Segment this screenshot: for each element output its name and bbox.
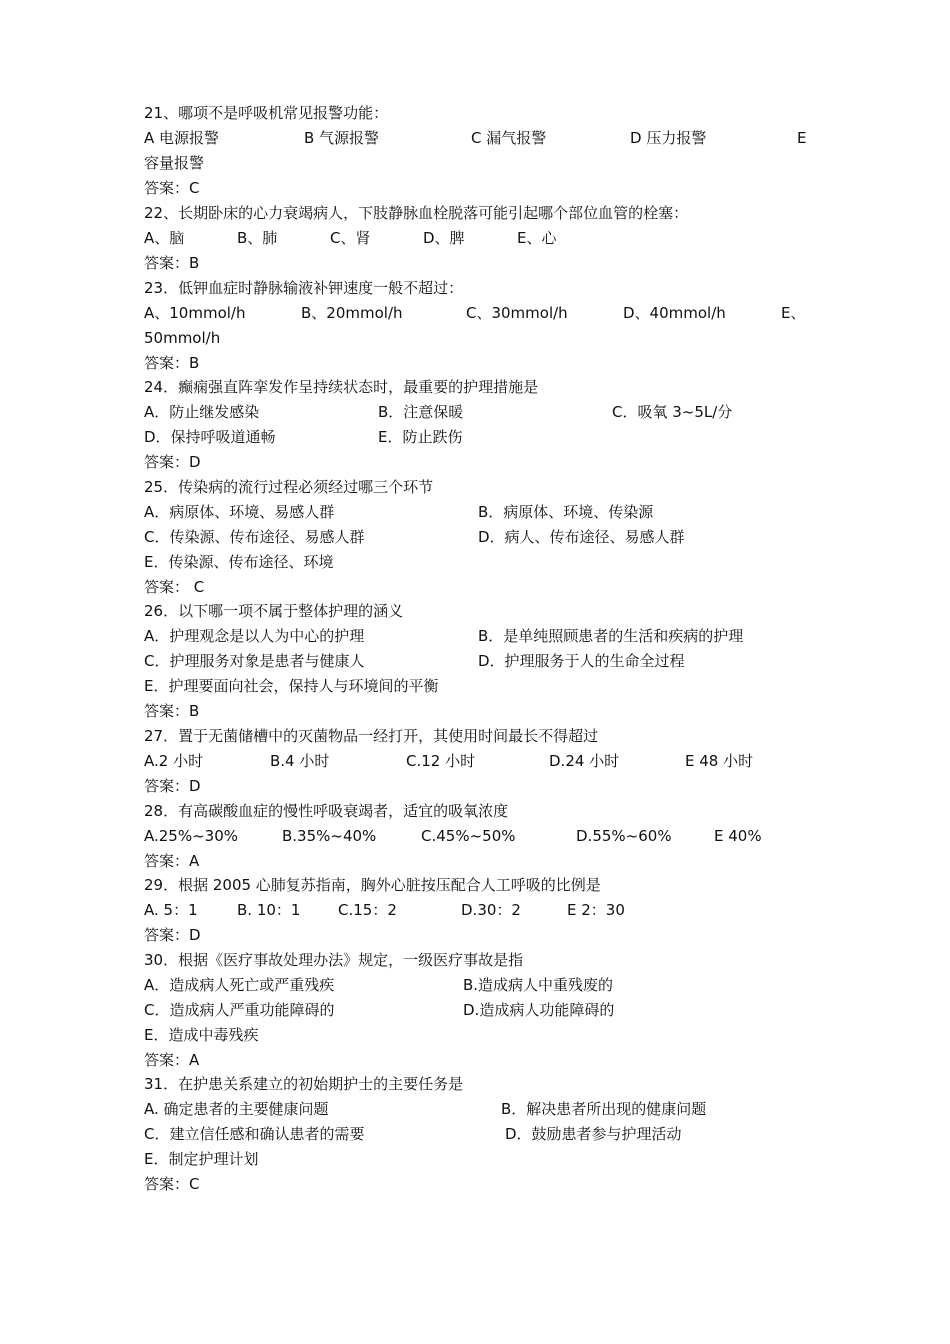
option-e-continued: 50mmol/h bbox=[144, 329, 221, 347]
option-a: A 电源报警 bbox=[144, 129, 220, 147]
option-c: C．吸氧 3~5L/分 bbox=[612, 403, 733, 421]
question-22: 22、长期卧床的心力衰竭病人，下肢静脉血栓脱落可能引起哪个部位血管的栓塞： bbox=[144, 204, 689, 222]
option-d: D 压力报警 bbox=[630, 129, 707, 147]
option-a: A.2 小时 bbox=[144, 752, 204, 770]
question-31: 31．在护患关系建立的初始期护士的主要任务是 bbox=[144, 1075, 464, 1093]
answer-31: 答案：C bbox=[144, 1175, 200, 1193]
answer-21: 答案：C bbox=[144, 179, 200, 197]
option-d: D、脾 bbox=[423, 229, 465, 247]
option-b: B.35%~40% bbox=[282, 827, 377, 845]
question-27: 27．置于无菌储槽中的灭菌物品一经打开，其使用时间最长不得超过 bbox=[144, 727, 599, 745]
option-a: A、10mmol/h bbox=[144, 304, 246, 322]
option-a: A．防止继发感染 bbox=[144, 403, 260, 421]
answer-24: 答案：D bbox=[144, 453, 201, 471]
option-e: E．护理要面向社会，保持人与环境间的平衡 bbox=[144, 677, 439, 695]
option-c: C、30mmol/h bbox=[466, 304, 568, 322]
option-d: D、40mmol/h bbox=[623, 304, 726, 322]
option-b: B．病原体、环境、传染源 bbox=[478, 503, 654, 521]
question-29: 29．根据 2005 心肺复苏指南，胸外心脏按压配合人工呼吸的比例是 bbox=[144, 876, 601, 894]
answer-25: 答案： C bbox=[144, 578, 205, 596]
question-26: 26．以下哪一项不属于整体护理的涵义 bbox=[144, 602, 404, 620]
option-e: E．传染源、传布途径、环境 bbox=[144, 553, 334, 571]
option-e-continued: 容量报警 bbox=[144, 154, 205, 172]
question-30: 30．根据《医疗事故处理办法》规定，一级医疗事故是指 bbox=[144, 951, 524, 969]
option-a: A.25%~30% bbox=[144, 827, 239, 845]
option-d: D.24 小时 bbox=[549, 752, 620, 770]
question-28: 28．有高碳酸血症的慢性呼吸衰竭者，适宜的吸氧浓度 bbox=[144, 802, 509, 820]
option-e: E、心 bbox=[517, 229, 557, 247]
option-d: D．病人、传布途径、易感人群 bbox=[478, 528, 685, 546]
option-c: C．建立信任感和确认患者的需要 bbox=[144, 1125, 365, 1143]
option-b: B 气源报警 bbox=[304, 129, 380, 147]
option-c: C.12 小时 bbox=[406, 752, 476, 770]
option-b: B.4 小时 bbox=[270, 752, 330, 770]
answer-23: 答案：B bbox=[144, 354, 200, 372]
option-c: C.45%~50% bbox=[421, 827, 516, 845]
option-b: B．是单纯照顾患者的生活和疾病的护理 bbox=[478, 627, 744, 645]
option-d: D．保持呼吸道通畅 bbox=[144, 428, 276, 446]
question-21: 21、哪项不是呼吸机常见报警功能： bbox=[144, 104, 389, 122]
option-b: B、20mmol/h bbox=[301, 304, 403, 322]
option-a: A．护理观念是以人为中心的护理 bbox=[144, 627, 365, 645]
option-a: A. 5：1 bbox=[144, 901, 198, 919]
option-a: A．病原体、环境、易感人群 bbox=[144, 503, 335, 521]
question-23: 23．低钾血症时静脉输液补钾速度一般不超过： bbox=[144, 279, 464, 297]
option-e: E、 bbox=[781, 304, 806, 322]
option-b: B．解决患者所出现的健康问题 bbox=[501, 1100, 707, 1118]
option-d: D.造成病人功能障碍的 bbox=[463, 1001, 615, 1019]
option-b: B. 10：1 bbox=[237, 901, 301, 919]
option-c: C．造成病人严重功能障碍的 bbox=[144, 1001, 335, 1019]
option-b: B.造成病人中重残废的 bbox=[463, 976, 614, 994]
option-a: A. 确定患者的主要健康问题 bbox=[144, 1100, 329, 1118]
option-e: E 40% bbox=[714, 827, 762, 845]
option-c: C 漏气报警 bbox=[471, 129, 547, 147]
question-25: 25．传染病的流行过程必须经过哪三个环节 bbox=[144, 478, 434, 496]
option-d: D.55%~60% bbox=[576, 827, 672, 845]
option-a: A、脑 bbox=[144, 229, 185, 247]
option-a: A．造成病人死亡或严重残疾 bbox=[144, 976, 335, 994]
option-c: C．护理服务对象是患者与健康人 bbox=[144, 652, 365, 670]
option-c: C．传染源、传布途径、易感人群 bbox=[144, 528, 365, 546]
option-c: C、肾 bbox=[330, 229, 371, 247]
answer-29: 答案：D bbox=[144, 926, 201, 944]
option-d: D.30：2 bbox=[461, 901, 521, 919]
option-c: C.15：2 bbox=[338, 901, 397, 919]
answer-28: 答案：A bbox=[144, 852, 200, 870]
option-b: B、肺 bbox=[237, 229, 278, 247]
option-d: D．鼓励患者参与护理活动 bbox=[505, 1125, 682, 1143]
question-24: 24．癫痫强直阵挛发作呈持续状态时，最重要的护理措施是 bbox=[144, 378, 539, 396]
option-e: E 48 小时 bbox=[685, 752, 754, 770]
option-d: D．护理服务于人的生命全过程 bbox=[478, 652, 685, 670]
answer-26: 答案：B bbox=[144, 702, 200, 720]
option-e: E．制定护理计划 bbox=[144, 1150, 259, 1168]
option-e: E bbox=[797, 129, 807, 147]
answer-27: 答案：D bbox=[144, 777, 201, 795]
option-e: E．防止跌伤 bbox=[378, 428, 463, 446]
option-e: E．造成中毒残疾 bbox=[144, 1026, 259, 1044]
answer-30: 答案：A bbox=[144, 1051, 200, 1069]
option-e: E 2：30 bbox=[567, 901, 625, 919]
answer-22: 答案：B bbox=[144, 254, 200, 272]
option-b: B．注意保暖 bbox=[378, 403, 464, 421]
